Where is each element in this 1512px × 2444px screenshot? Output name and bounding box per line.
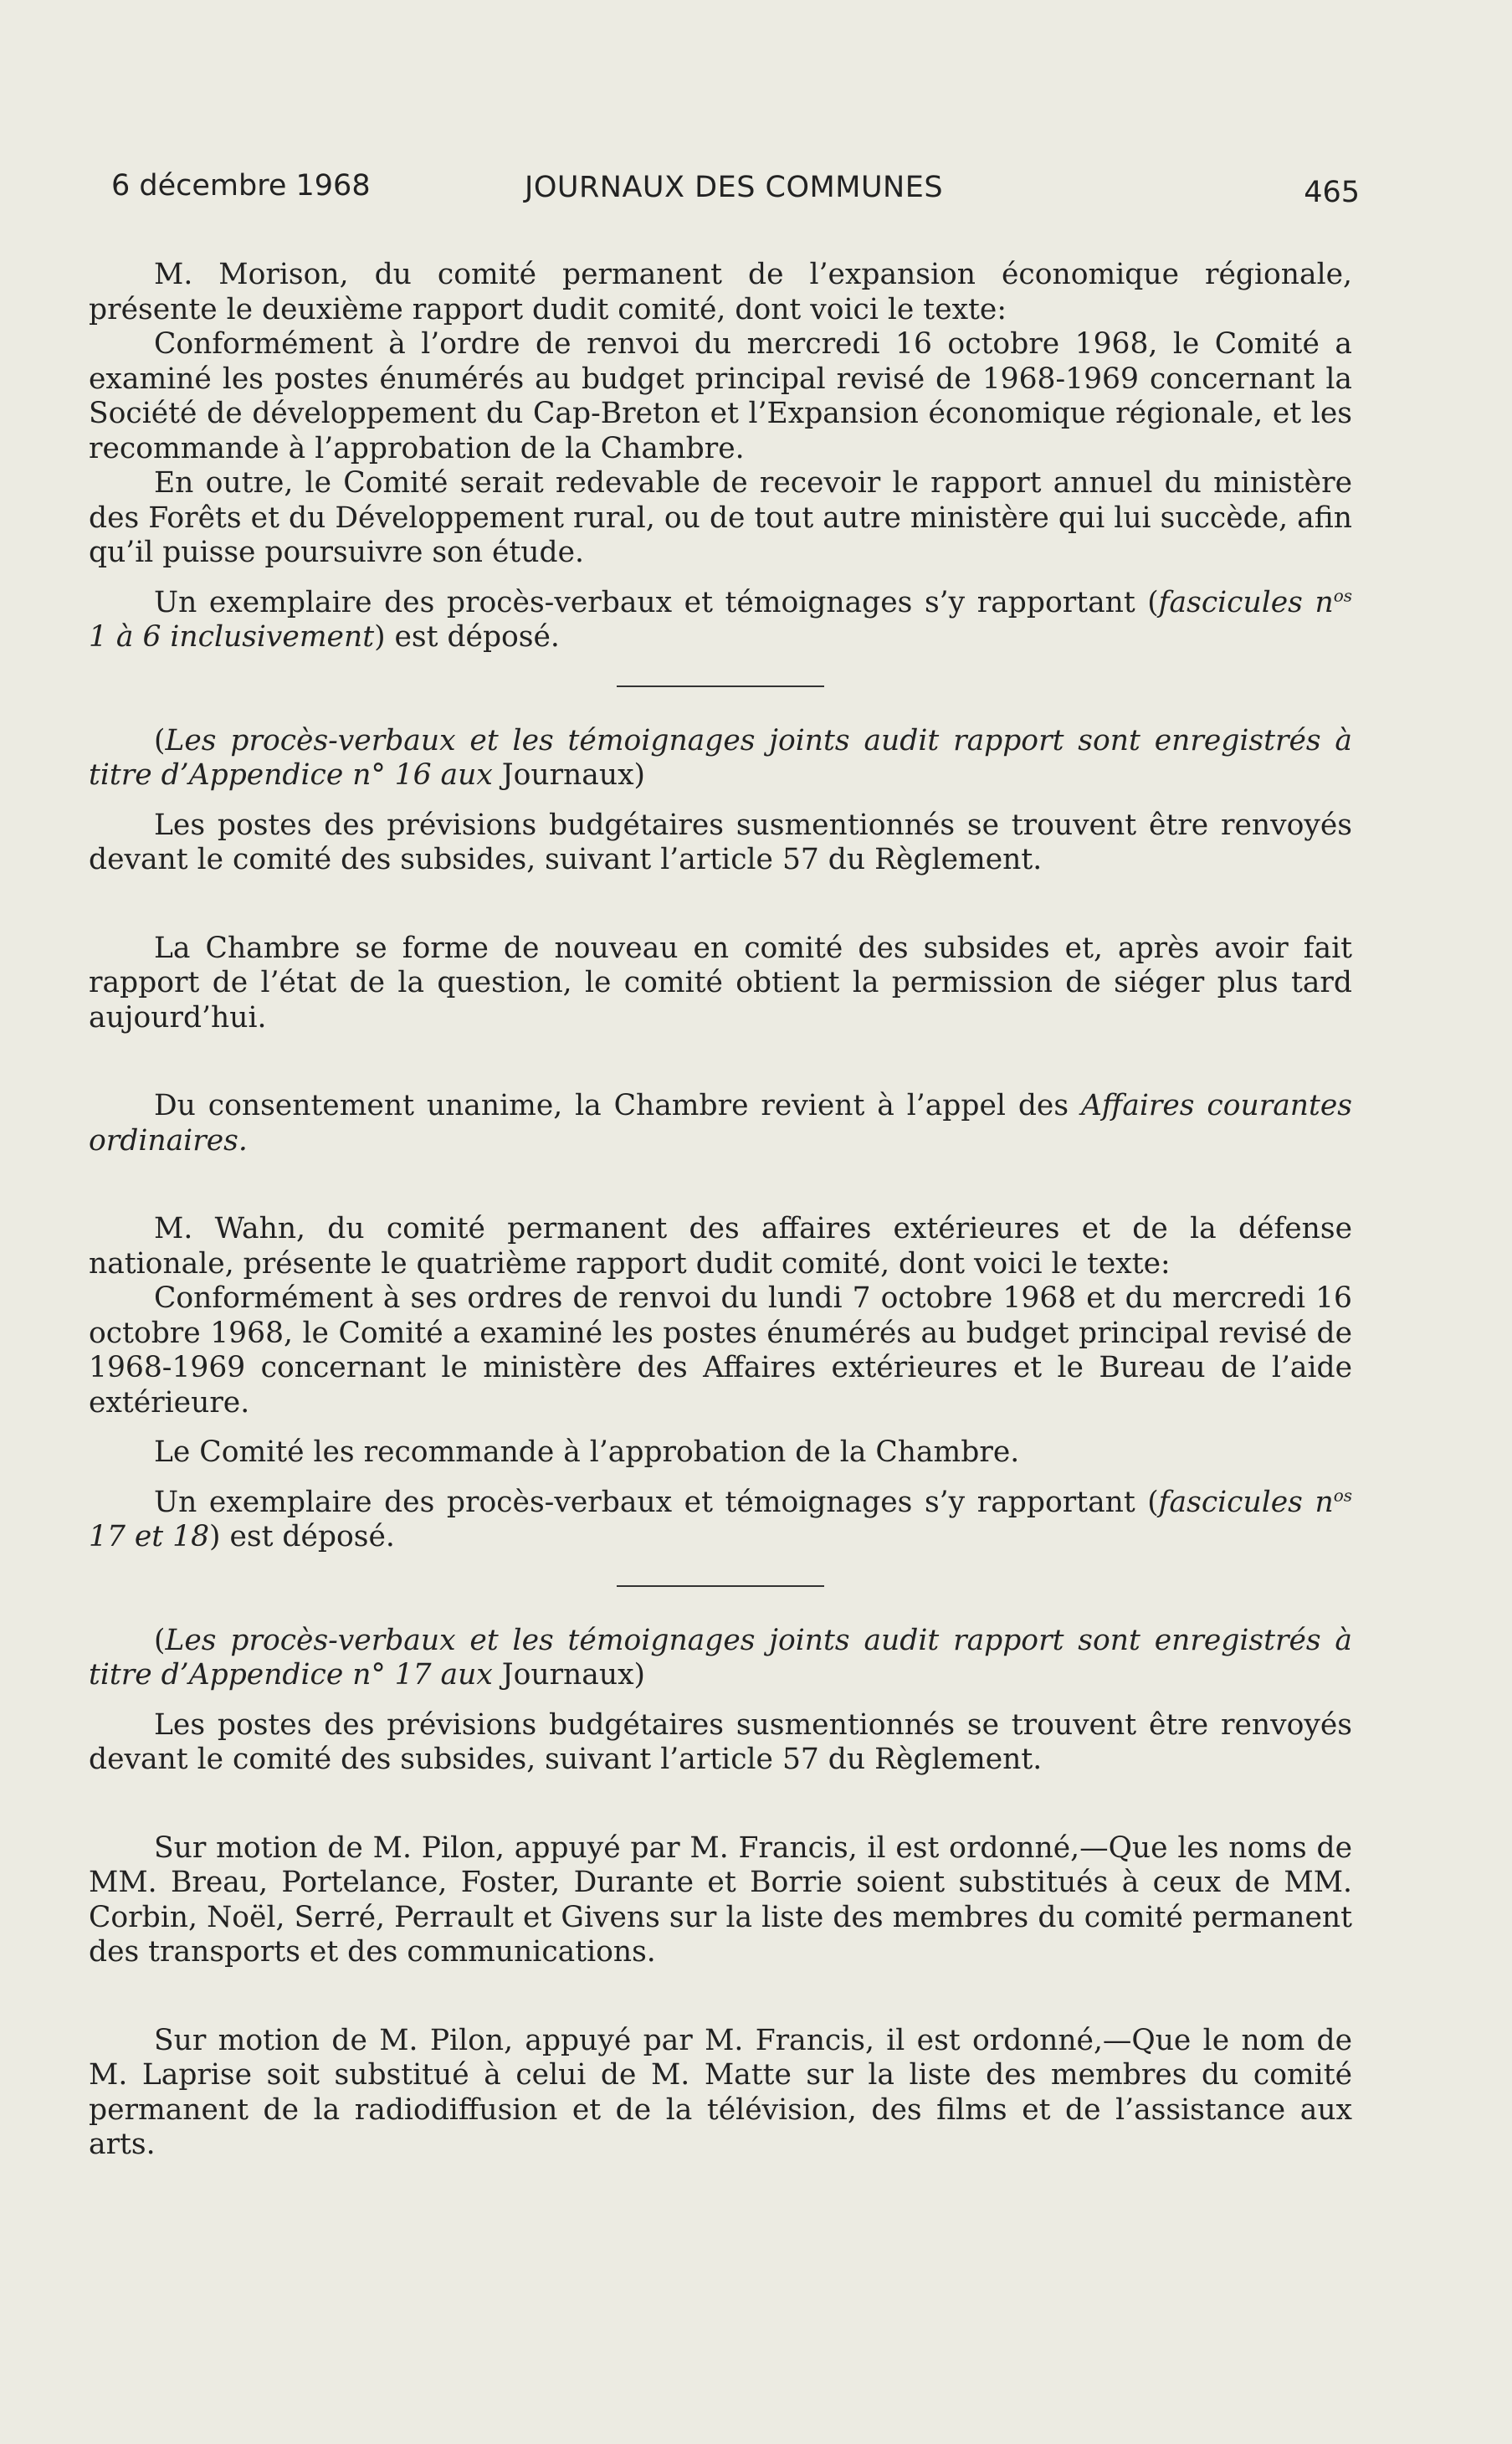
page-header [111,166,1360,216]
paragraph-postes-renvoyes-1: Les postes des prévisions budgétaires susmentionnés se trouvent être renvoyés devant le comité des subsides, suivant l’article 57 du Règlement. [89,808,1352,876]
paragraph-morison-report: M. Morison, du comité permanent de l’expansion économique régionale, présente le deuxième rapport dudit comité, dont voici le texte: [89,258,1352,326]
paragraph-exemplaire-1: Un exemplaire des procès-verbaux et témoignages s’y rapportant (fascicules $n^{os}$ 1 à 6 inclusivement) est déposé. [89,585,1352,654]
paragraph-motion-radiodiffusion: Sur motion de M. Pilon, appuyé par M. Francis, il est ordonné,—Que le nom de M. Laprise soit substitué à celui de M. Matte sur la liste des membres du comité permanent de la radiodiffusion et de la télévision, des films et de l’assistance aux arts. [89,2023,1352,2161]
paragraph-report-text-2: En outre, le Comité serait redevable de recevoir le rapport annuel du ministère des Forêts et du Développement rural, ou de tout autre ministère qui lui succède, afin qu’il puisse poursuivre son étude. [89,466,1352,569]
paragraph-wahn-report: M. Wahn, du comité permanent des affaires extérieures et de la défense nationale, présente le quatrième rapport dudit comité, dont voici le texte: [89,1212,1352,1281]
paragraph-appendix-17: (Les procès-verbaux et les témoignages joints audit rapport sont enregistrés à titre d’Appendice n° 17 aux Journaux) [89,1623,1352,1692]
document-body [89,258,1352,2163]
page-number: 465 [1304,176,1360,209]
paragraph-postes-renvoyes-2: Les postes des prévisions budgétaires susmentionnés se trouvent être renvoyés devant le comité des subsides, suivant l’article 57 du Règlement. [89,1707,1352,1776]
paragraph-appendix-16: (Les procès-verbaux et les témoignages joints audit rapport sont enregistrés à titre d’Appendice n° 16 aux Journaux) [89,723,1352,792]
divider-rule [617,1585,824,1587]
paragraph-consentement-unanime: Du consentement unanime, la Chambre revient à l’appel des Affaires courantes ordinaires. [89,1089,1352,1158]
paragraph-report-text-1: Conformément à l’ordre de renvoi du mercredi 16 octobre 1968, le Comité a examiné les postes énumérés au budget principal revisé de 1968-1969 concernant la Société de développement du Cap-Breton et l’Expansion économique régionale, et les recommande à l’approbation de la Chambre. [89,327,1352,465]
paragraph-comite-subsides: La Chambre se forme de nouveau en comité des subsides et, après avoir fait rapport de l’état de la question, le comité obtient la permission de siéger plus tard aujourd’hui. [89,931,1352,1035]
paragraph-exemplaire-2: Un exemplaire des procès-verbaux et témoignages s’y rapportant (fascicules $n^{os}$ 17 et 18) est déposé. [89,1485,1352,1553]
header-date: 6 décembre 1968 [111,169,371,203]
header-journal-title: JOURNAUX DES COMMUNES [525,171,944,204]
paragraph-motion-transports: Sur motion de M. Pilon, appuyé par M. Francis, il est ordonné,—Que les noms de MM. Breau, Portelance, Foster, Durante et Borrie soient substitués à ceux de MM. Corbin, Noël, Serré, Perrault et Givens sur la liste des membres du comité permanent des transports et des communications. [89,1830,1352,1969]
paragraph-report-text-3: Conformément à ses ordres de renvoi du lundi 7 octobre 1968 et du mercredi 16 octobre 1968, le Comité a examiné les postes énumérés au budget principal revisé de 1968-1969 concernant le ministère des Affaires extérieures et le Bureau de l’aide extérieure. [89,1281,1352,1420]
divider-rule [617,685,824,687]
paragraph-recommande: Le Comité les recommande à l’approbation de la Chambre. [154,1435,1020,1469]
